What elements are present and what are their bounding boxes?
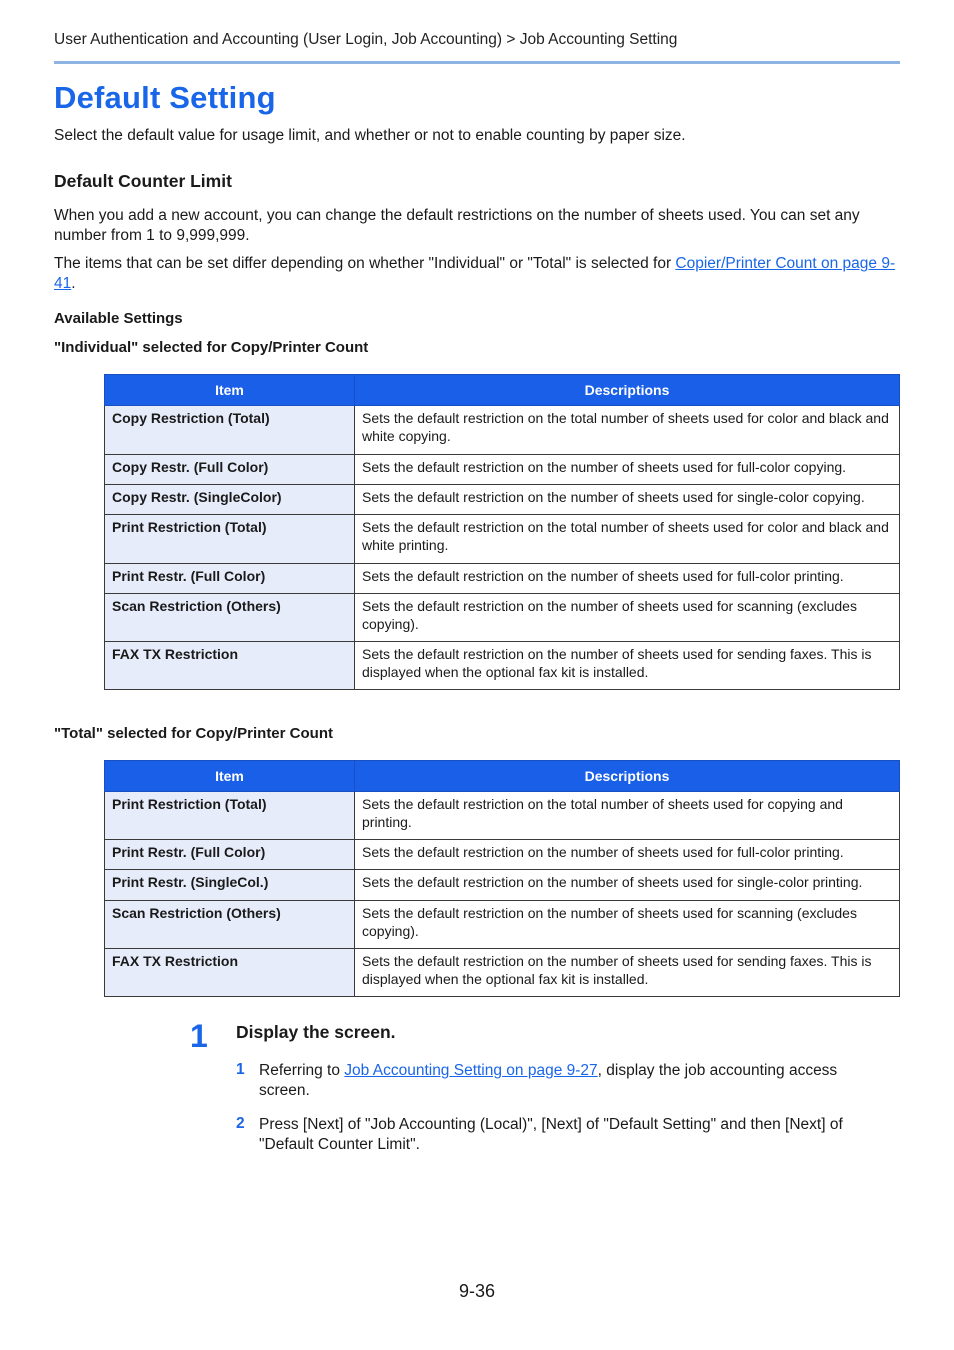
description-cell: Sets the default restriction on the number of sheets used for single-color copying. (355, 485, 900, 515)
description-cell: Sets the default restriction on the number of sheets used for sending faxes. This is displayed when the optional fax kit is installed. (355, 949, 900, 997)
table-row (105, 840, 900, 870)
available-settings-heading: Available Settings (54, 310, 183, 327)
item-cell: Print Restr. (SingleCol.) (105, 870, 355, 901)
description-cell: Sets the default restriction on the number of sheets used for scanning (excludes copying). (355, 901, 900, 949)
table-row (105, 515, 900, 564)
table-row (105, 870, 900, 901)
individual-settings-table (104, 374, 900, 690)
substep-1-text-after: , display the job accounting access screen. (259, 1062, 838, 1099)
description-cell: Sets the default restriction on the total number of sheets used for color and black and white printing. (355, 515, 900, 564)
item-cell: Scan Restriction (Others) (105, 594, 355, 642)
total-table-caption: "Total" selected for Copy/Printer Count (54, 725, 333, 742)
description-cell: Sets the default restriction on the total number of sheets used for copying and printing. (355, 792, 900, 840)
column-header-descriptions: Descriptions (355, 375, 900, 406)
table-row (105, 642, 900, 690)
para2-text-before: The items that can be set differ depending on whether "Individual" or "Total" is selected for (54, 255, 676, 272)
description-cell: Sets the default restriction on the number of sheets used for scanning (excludes copying). (355, 594, 900, 642)
item-cell: Print Restriction (Total) (105, 792, 355, 840)
table-row (105, 901, 900, 949)
section-heading: Default Counter Limit (54, 171, 232, 191)
description-cell: Sets the default restriction on the number of sheets used for full-color printing. (355, 564, 900, 594)
page-number: 9-36 (458, 1281, 496, 1301)
table-row (105, 949, 900, 997)
table-row (105, 455, 900, 485)
breadcrumb: User Authentication and Accounting (User Login, Job Accounting) > Job Accounting Setting (54, 31, 678, 48)
substep-text-1 (259, 1061, 889, 1101)
table-row (105, 485, 900, 515)
table-header-row (105, 761, 900, 792)
description-cell: Sets the default restriction on the number of sheets used for full-color printing. (355, 840, 900, 870)
copier-printer-count-link[interactable]: Copier/Printer Count on page 9-41 (54, 255, 896, 292)
para2-text-after: . (71, 275, 76, 292)
item-cell: Copy Restr. (Full Color) (105, 455, 355, 485)
item-cell: FAX TX Restriction (105, 642, 355, 690)
substep-number-2: 2 (236, 1115, 245, 1132)
table-row (105, 792, 900, 840)
total-settings-table (104, 760, 900, 997)
table-row (105, 564, 900, 594)
table-row (105, 594, 900, 642)
description-cell: Sets the default restriction on the number of sheets used for single-color printing. (355, 870, 900, 901)
substep-1-text-before: Referring to (259, 1062, 345, 1079)
item-cell: Print Restr. (Full Color) (105, 840, 355, 870)
column-header-item: Item (105, 761, 355, 792)
step-title: Display the screen. (236, 1022, 396, 1042)
header-rule (54, 61, 900, 64)
page-title: Default Setting (54, 80, 276, 115)
table-row (105, 406, 900, 455)
table-header-row (105, 375, 900, 406)
intro-text: Select the default value for usage limit, and whether or not to enable counting by paper size. (54, 127, 686, 144)
step-number: 1 (190, 1018, 208, 1054)
column-header-item: Item (105, 375, 355, 406)
job-accounting-setting-link[interactable]: Job Accounting Setting on page 9-27 (344, 1062, 598, 1079)
item-cell: FAX TX Restriction (105, 949, 355, 997)
description-cell: Sets the default restriction on the number of sheets used for full-color copying. (355, 455, 900, 485)
item-cell: Copy Restr. (SingleColor) (105, 485, 355, 515)
item-cell: Copy Restriction (Total) (105, 406, 355, 455)
item-cell: Print Restr. (Full Color) (105, 564, 355, 594)
item-cell: Print Restriction (Total) (105, 515, 355, 564)
section-paragraph-1: When you add a new account, you can change the default restrictions on the number of sheets used. You can set any number from 1 to 9,999,999. (54, 207, 860, 244)
individual-table-caption: "Individual" selected for Copy/Printer Count (54, 339, 369, 356)
column-header-descriptions: Descriptions (355, 761, 900, 792)
substep-text-2: Press [Next] of "Job Accounting (Local)", [Next] of "Default Setting" and then [Next] of "Default Counter Limit". (259, 1116, 843, 1153)
item-cell: Scan Restriction (Others) (105, 901, 355, 949)
description-cell: Sets the default restriction on the number of sheets used for sending faxes. This is displayed when the optional fax kit is installed. (355, 642, 900, 690)
substep-number-1: 1 (236, 1061, 245, 1078)
description-cell: Sets the default restriction on the total number of sheets used for color and black and white copying. (355, 406, 900, 455)
section-paragraph-2 (54, 254, 900, 294)
